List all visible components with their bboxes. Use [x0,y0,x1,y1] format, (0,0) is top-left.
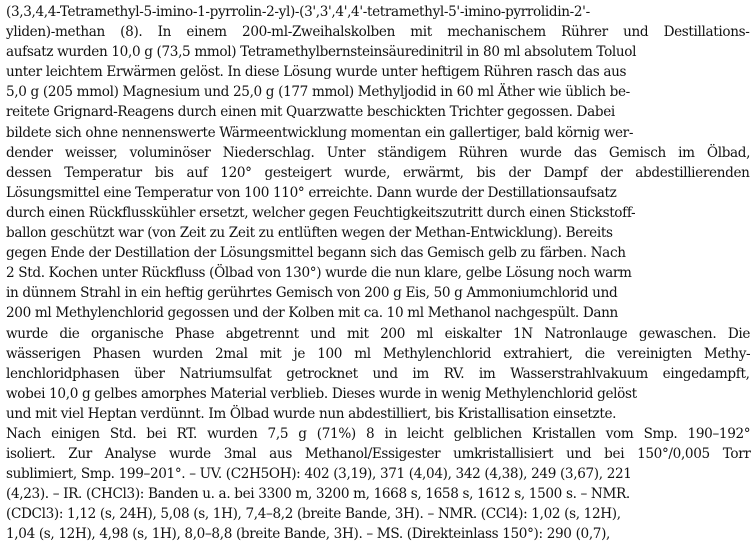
text-line-5: 5,0 g (205 mmol) Magnesium und 25,0 g (177 mmol) Methyljodid in 60 ml Äther wie üblich be- [6,84,630,101]
text-line-7: bildete sich ohne nennenswerte Wärmeentwicklung momentan ein gallertiger, bald körnig wer- [6,124,634,141]
document-page [6,2,750,545]
text-line-25: (4,23). – IR. (CHCl3): Banden u. a. bei 3300 m, 3200 m, 1668 s, 1658 s, 1612 s, 1500 s. – NMR. [6,486,630,503]
text-line-8: dender weisser, voluminöser Niederschlag. Unter ständigem Rühren wurde das Gemisch im Ölbad, [6,144,751,161]
text-line-22: Nach einigen Std. bei RT. wurden 7,5 g (71%) 8 in leicht gelblichen Kristallen vom Smp. 190–192° [6,425,751,442]
text-line-26: (CDCl3): 1,12 (s, 24H), 5,08 (s, 1H), 7,4–8,2 (breite Bande, 3H). – NMR. (CCl4): 1,02 (s, 12H), [6,506,621,523]
text-line-14: 2 Std. Kochen unter Rückfluss (Ölbad von 130°) wurde die nun klare, gelbe Lösung noch warm [6,265,632,282]
text-line-10: Lösungsmittel eine Temperatur von 100 110° erreichte. Dann wurde der Destillationsaufsatz [6,184,617,201]
text-line-1: (3,3,4,4-Tetramethyl-5-imino-1-pyrrolin-2-yl)-(3',3',4',4'-tetramethyl-5'-imino-pyrrolidin-2'- [6,4,590,20]
text-line-19: lenchloridphasen über Natriumsulfat getrocknet und im RV. im Wasserstrahlvakuum eingedampft, [6,365,750,382]
text-line-4: unter leichtem Erwärmen gelöst. In diese Lösung wurde unter heftigem Rühren rasch das aus [6,64,627,81]
text-line-20: wobei 10,0 g gelbes amorphes Material verblieb. Dieses wurde in wenig Methylenchlorid gelöst [6,385,637,402]
text-line-23: isoliert. Zur Analyse wurde 3mal aus Methanol/Essigester umkristallisiert und bei 150°/0,005 Torr [6,446,751,463]
text-line-11: durch einen Rückflusskühler ersetzt, welcher gegen Feuchtigkeitszutritt durch einen Stickstoff- [6,204,636,221]
text-line-18: wässerigen Phasen wurden 2mal mit je 100 ml Methylenchlorid extrahiert, die vereinigten Methy- [6,345,751,362]
text-line-21: und mit viel Heptan verdünnt. Im Ölbad wurde nun abdestilliert, bis Kristallisation einsetzte. [6,405,617,422]
text-line-24: sublimiert, Smp. 199–201°. – UV. (C2H5OH): 402 (3,19), 371 (4,04), 342 (4,38), 249 (3,67), 221 [6,466,632,483]
text-line-16: 200 ml Methylenchlorid gegossen und der Kolben mit ca. 10 ml Methanol nachgespült. Dann [6,305,618,322]
text-line-2: yliden)-methan (8). In einem 200-ml-Zweihalskolben mit mechanischem Rührer und Destillations- [6,24,750,41]
text-line-13: gegen Ende der Destillation der Lösungsmittel begann sich das Gemisch gelb zu färben. Nach [6,245,626,262]
text-line-27: 1,04 (s, 12H), 4,98 (s, 1H), 8,0–8,8 (breite Bande, 3H). – MS. (Direkteinlass 150°): 290 (0,7), [6,526,611,543]
text-line-15: in dünnem Strahl in ein heftig gerührtes Gemisch von 200 g Eis, 50 g Ammoniumchlorid und [6,285,618,302]
text-line-9: dessen Temperatur bis auf 120° gesteigert wurde, erwärmt, bis der Dampf der abdestillierenden [6,164,750,181]
text-line-12: ballon geschützt war (von Zeit zu Zeit zu entlüften wegen der Methan-Entwicklung). Bereits [6,225,613,242]
text-line-6: reitete Grignard-Reagens durch einen mit Quarzwatte beschickten Trichter gegossen. Dabei [6,104,615,121]
text-line-3: aufsatz wurden 10,0 g (73,5 mmol) Tetramethylbernsteinsäuredinitril in 80 ml absolutem Toluol [6,44,637,61]
text-line-17: wurde die organische Phase abgetrennt und mit 200 ml eiskalter 1N Natronlauge gewaschen. Die [6,325,751,342]
